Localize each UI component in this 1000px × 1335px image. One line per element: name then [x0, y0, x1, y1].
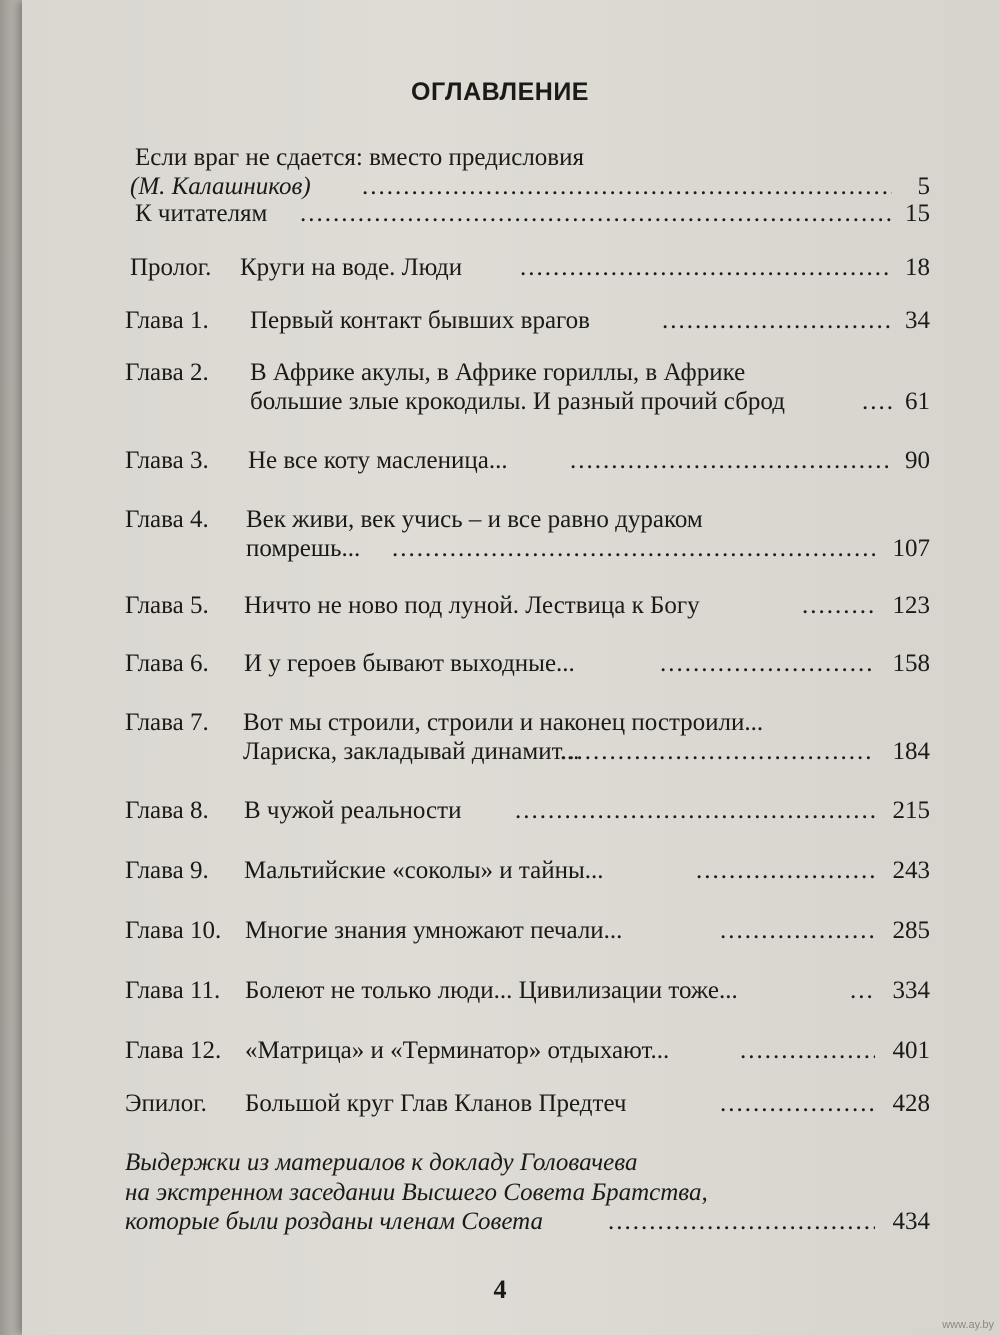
toc-entry-text: В Африке акулы, в Африке гориллы, в Африке: [250, 359, 746, 386]
toc-entry-continued: [0, 737, 1000, 767]
toc-page-number: 107: [892, 535, 930, 562]
toc-entry-preface: [0, 172, 1000, 202]
dot-leader: [662, 306, 892, 336]
page-title: ОГЛАВЛЕНИЕ: [411, 78, 589, 106]
toc-page-number: 90: [905, 447, 930, 474]
toc-entry-text: Не все коту масленица...: [248, 447, 508, 474]
toc-entry-text: (М. Калашников): [130, 173, 311, 200]
toc-entry: [0, 649, 1000, 679]
toc-label: Глава 1.: [125, 307, 209, 334]
dot-leader: [515, 796, 875, 826]
toc-entry-text: И у героев бывают выходные...: [244, 650, 575, 677]
toc-page-number: 15: [905, 200, 930, 227]
toc-entry-text: Выдержки из материалов к докладу Головачева: [125, 1149, 638, 1176]
toc-page-number: 158: [892, 650, 930, 677]
toc-label: Глава 12.: [125, 1037, 222, 1064]
toc-appendix-line2: [0, 1178, 1000, 1208]
toc-page-number: 123: [892, 592, 930, 619]
toc-entry: [0, 856, 1000, 886]
toc-page-number: 5: [917, 173, 930, 200]
toc-page-number: 18: [905, 254, 930, 281]
toc-entry-text: Век живи, век учись – и все равно дураком: [246, 506, 703, 533]
dot-leader: [392, 534, 875, 564]
toc-entry-text: Многие знания умножают печали...: [245, 917, 623, 944]
toc-label: Глава 4.: [125, 506, 209, 533]
toc-page-number: 434: [892, 1208, 930, 1235]
toc-entry-text: Болеют не только люди... Цивилизации тоже...: [245, 977, 738, 1004]
toc-entry-text: Вот мы строили, строили и наконец построили...: [243, 709, 764, 736]
toc-entry: [0, 591, 1000, 621]
toc-label: Пролог.: [130, 254, 212, 281]
toc-label: Глава 9.: [125, 857, 209, 884]
dot-leader: [300, 199, 892, 229]
toc-entry-text: Первый контакт бывших врагов: [250, 307, 590, 334]
toc-entry-text: Если враг не сдается: вместо предисловия: [135, 144, 584, 171]
toc-entry-text: К читателям: [135, 200, 268, 227]
toc-entry-text: В чужой реальности: [244, 797, 462, 824]
toc-entry-readers: [0, 199, 1000, 229]
toc-entry: [0, 306, 1000, 336]
dot-leader: [802, 591, 875, 621]
dot-leader: [520, 253, 892, 283]
dot-leader: [570, 446, 892, 476]
toc-label: Глава 11.: [125, 977, 221, 1004]
dot-leader: [608, 1207, 875, 1237]
toc-label: Эпилог.: [125, 1090, 207, 1117]
toc-entry-text: Ничто не ново под луной. Лествица к Богу: [244, 592, 700, 619]
dot-leader: [862, 387, 892, 417]
toc-label: Глава 3.: [125, 447, 209, 474]
toc-entry-text: Мальтийские «соколы» и тайны...: [244, 857, 604, 884]
toc-page-number: 215: [892, 797, 930, 824]
toc-entry: [0, 916, 1000, 946]
toc-entry: [0, 1089, 1000, 1119]
dot-leader: [660, 649, 875, 679]
toc-entry: [0, 976, 1000, 1006]
toc-entry: [0, 446, 1000, 476]
toc-label: Глава 6.: [125, 650, 209, 677]
toc-label: Глава 5.: [125, 592, 209, 619]
toc-entry-text: Большой круг Глав Кланов Предтеч: [245, 1090, 627, 1117]
toc-entry: [0, 505, 1000, 535]
toc-page-number: 34: [905, 307, 930, 334]
toc-label: Глава 2.: [125, 359, 209, 386]
dot-leader: [850, 976, 875, 1006]
toc-entry: [0, 1036, 1000, 1066]
toc-entry-text: на экстренном заседании Высшего Совета Братства,: [125, 1179, 708, 1206]
dot-leader: [720, 916, 875, 946]
toc-page-number: 401: [892, 1037, 930, 1064]
toc-entry-continued: [0, 534, 1000, 564]
toc-page-number: 428: [892, 1090, 930, 1117]
toc-entry-text: помрешь...: [246, 535, 361, 562]
toc-entry-preface-line1: [0, 143, 1000, 173]
toc-label: Глава 7.: [125, 709, 209, 736]
toc-label: Глава 10.: [125, 917, 222, 944]
dot-leader: [720, 1089, 875, 1119]
toc-entry-text: которые были розданы членам Совета: [125, 1208, 544, 1235]
toc-page-number: 184: [892, 738, 930, 765]
toc-appendix: [0, 1207, 1000, 1237]
toc-entry-text: Лариска, закладывай динамит...: [243, 738, 580, 765]
toc-entry: [0, 358, 1000, 388]
page-number: 4: [493, 1275, 507, 1304]
toc-label: Глава 8.: [125, 797, 209, 824]
toc-page-number: 285: [892, 917, 930, 944]
toc-entry: [0, 796, 1000, 826]
toc-entry-text: Круги на воде. Люди: [240, 254, 463, 281]
toc-page-number: 61: [905, 388, 930, 415]
dot-leader: [696, 856, 875, 886]
toc-page-number: 243: [892, 857, 930, 884]
watermark: www.ay.by: [942, 1319, 994, 1331]
dot-leader: [560, 737, 875, 767]
toc-entry-text: большие злые крокодилы. И разный прочий сброд: [250, 388, 785, 415]
toc-entry: [0, 708, 1000, 738]
toc-entry: [0, 253, 1000, 283]
toc-appendix-line1: [0, 1148, 1000, 1178]
dot-leader: [740, 1036, 875, 1066]
toc-entry-text: «Матрица» и «Терминатор» отдыхают...: [245, 1037, 670, 1064]
dot-leader: [362, 172, 892, 202]
toc-page-number: 334: [892, 977, 930, 1004]
toc-entry-continued: [0, 387, 1000, 417]
